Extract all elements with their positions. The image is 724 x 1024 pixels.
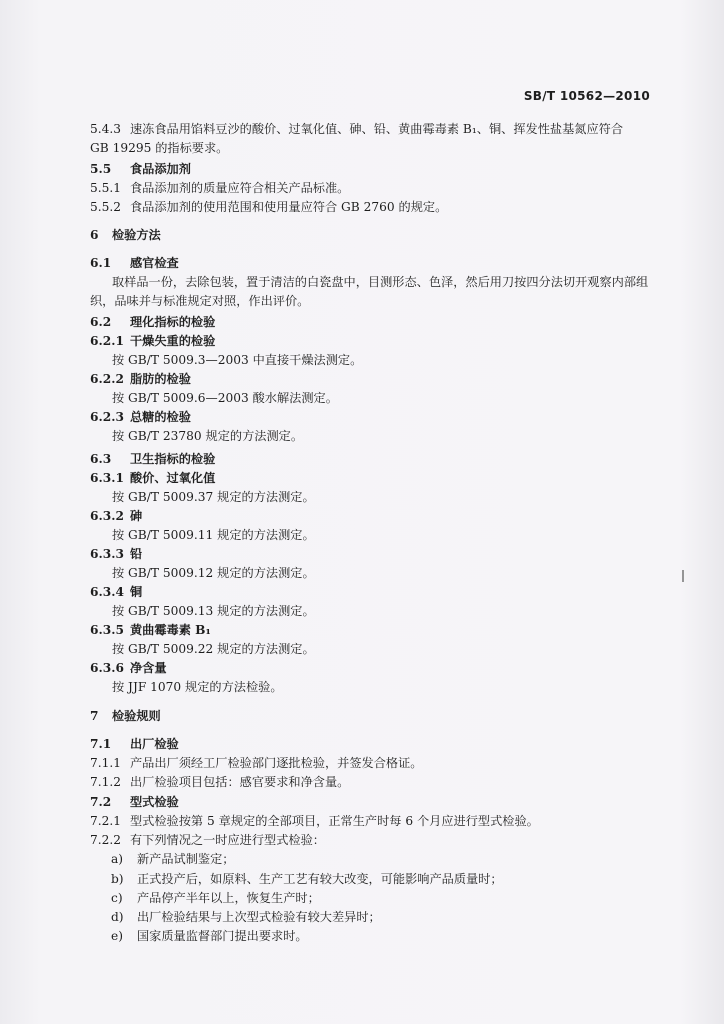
clause-text: 出厂检验结果与上次型式检验有较大差异时； xyxy=(137,910,381,924)
clause-text: 检验方法 xyxy=(112,228,161,242)
clause-number: 6.2.3 xyxy=(90,410,124,424)
paragraph-line xyxy=(112,564,315,582)
clause-number: 6.2 xyxy=(90,315,112,329)
paragraph-line xyxy=(112,678,283,696)
clause-text: 铜 xyxy=(130,585,143,599)
clause-text: 食品添加剂的使用范围和使用量应符合 GB 2760 的规定。 xyxy=(130,200,448,214)
clause-text: 型式检验按第 5 章规定的全部项目，正常生产时每 6 个月应进行型式检验。 xyxy=(130,814,539,828)
clause-number: 7.1.2 xyxy=(90,775,122,789)
clause-number: 7.1.1 xyxy=(90,756,122,770)
scan-edge-mark xyxy=(682,570,684,582)
section-heading xyxy=(90,735,179,753)
clause-text: 出厂检验项目包括：感官要求和净含量。 xyxy=(130,775,350,789)
paragraph-line xyxy=(112,427,303,445)
clause-text: 新产品试制鉴定； xyxy=(137,852,235,866)
clause-text: 按 GB/T 5009.12 规定的方法测定。 xyxy=(112,566,315,580)
clause-text: 铅 xyxy=(130,547,143,561)
clause-number: 6.3 xyxy=(90,452,112,466)
clause-number: 6.3.3 xyxy=(90,547,124,561)
paragraph-line xyxy=(90,831,325,849)
clause-text: 按 GB/T 5009.3—2003 中直接干燥法测定。 xyxy=(112,353,363,367)
clause-text: 按 JJF 1070 规定的方法检验。 xyxy=(112,680,283,694)
paragraph-line xyxy=(90,812,539,830)
clause-text: 出厂检验 xyxy=(130,737,179,751)
clause-number: 7.2 xyxy=(90,795,112,809)
clause-number: b) xyxy=(111,872,124,886)
list-item xyxy=(111,889,320,907)
section-heading xyxy=(90,469,215,487)
paragraph-line xyxy=(90,754,423,772)
clause-text: 型式检验 xyxy=(130,795,179,809)
section-heading xyxy=(90,621,211,639)
clause-text: 按 GB/T 5009.22 规定的方法测定。 xyxy=(112,642,315,656)
clause-text: 干燥失重的检验 xyxy=(130,334,216,348)
section-heading xyxy=(90,583,142,601)
clause-text: 按 GB/T 5009.6—2003 酸水解法测定。 xyxy=(112,391,338,405)
clause-number: d) xyxy=(111,910,124,924)
section-heading xyxy=(90,332,215,350)
section-heading xyxy=(90,160,191,178)
clause-number: e) xyxy=(111,929,123,943)
clause-text: 取样品一份，去除包装，置于清洁的白瓷盘中，目测形态、色泽，然后用刀按四分法切开观察内部组 xyxy=(112,275,649,289)
clause-text: 正式投产后，如原料、生产工艺有较大改变，可能影响产品质量时； xyxy=(137,872,503,886)
clause-number: 5.5 xyxy=(90,162,112,176)
clause-number: 5.5.1 xyxy=(90,181,122,195)
clause-text: 产品出厂须经工厂检验部门逐批检验，并签发合格证。 xyxy=(130,756,423,770)
section-heading xyxy=(90,507,142,525)
paragraph-line xyxy=(112,351,362,369)
paragraph-line xyxy=(90,139,228,157)
paragraph-line xyxy=(112,526,315,544)
clause-text: 总糖的检验 xyxy=(130,410,191,424)
list-item xyxy=(111,850,235,868)
clause-number: 6.3.6 xyxy=(90,661,124,675)
clause-number: 7 xyxy=(90,709,99,723)
section-heading xyxy=(90,226,161,244)
clause-text: 理化指标的检验 xyxy=(130,315,216,329)
clause-number: 7.2.1 xyxy=(90,814,122,828)
clause-number: 6.2.2 xyxy=(90,372,124,386)
clause-text: 产品停产半年以上，恢复生产时； xyxy=(137,891,320,905)
clause-number: c) xyxy=(111,891,123,905)
section-heading xyxy=(90,659,167,677)
clause-text: 有下列情况之一时应进行型式检验： xyxy=(130,833,325,847)
section-heading xyxy=(90,313,215,331)
clause-number: 6.2.1 xyxy=(90,334,124,348)
section-heading xyxy=(90,370,191,388)
clause-number: 6 xyxy=(90,228,99,242)
clause-number: 5.5.2 xyxy=(90,200,122,214)
clause-number: a) xyxy=(111,852,124,866)
clause-text: 净含量 xyxy=(130,661,167,675)
clause-text: 织，品味并与标准规定对照，作出评价。 xyxy=(90,294,310,308)
clause-text: 按 GB/T 5009.37 规定的方法测定。 xyxy=(112,490,315,504)
clause-number: 6.3.1 xyxy=(90,471,124,485)
clause-text: 酸价、过氧化值 xyxy=(130,471,216,485)
clause-text: 按 GB/T 5009.13 规定的方法测定。 xyxy=(112,604,315,618)
paragraph-line xyxy=(112,273,648,291)
list-item xyxy=(111,908,381,926)
clause-text: 感官检查 xyxy=(130,256,179,270)
clause-text: 砷 xyxy=(130,509,143,523)
paragraph-line xyxy=(90,198,447,216)
clause-number: 6.3.5 xyxy=(90,623,124,637)
section-heading xyxy=(90,707,161,725)
paragraph-line xyxy=(112,640,315,658)
list-item xyxy=(111,927,308,945)
clause-number: 6.3.4 xyxy=(90,585,124,599)
clause-text: 速冻食品用馅料豆沙的酸价、过氧化值、砷、铅、黄曲霉毒素 B₁、铜、挥发性盐基氮应符合 xyxy=(130,122,624,136)
paragraph-line xyxy=(90,292,309,310)
clause-text: 脂肪的检验 xyxy=(130,372,191,386)
clause-number: 7.1 xyxy=(90,737,112,751)
clause-text: 卫生指标的检验 xyxy=(130,452,216,466)
clause-text: 按 GB/T 23780 规定的方法测定。 xyxy=(112,429,304,443)
section-heading xyxy=(90,793,179,811)
paragraph-line xyxy=(112,602,315,620)
section-heading xyxy=(90,450,215,468)
section-heading xyxy=(90,408,191,426)
clause-text: 国家质量监督部门提出要求时。 xyxy=(137,929,308,943)
standard-code-header: SB/T 10562—2010 xyxy=(523,89,650,103)
clause-text: 黄曲霉毒素 B₁ xyxy=(130,623,211,637)
list-item xyxy=(111,870,503,888)
paragraph-line xyxy=(112,488,315,506)
clause-number: 6.3.2 xyxy=(90,509,124,523)
paragraph-line xyxy=(90,120,623,138)
clause-text: 按 GB/T 5009.11 规定的方法测定。 xyxy=(112,528,315,542)
paragraph-line xyxy=(90,179,349,197)
clause-number: 6.1 xyxy=(90,256,112,270)
clause-text: 检验规则 xyxy=(112,709,161,723)
clause-text: 食品添加剂的质量应符合相关产品标准。 xyxy=(130,181,350,195)
clause-number: 7.2.2 xyxy=(90,833,122,847)
paragraph-line xyxy=(90,773,349,791)
section-heading xyxy=(90,545,142,563)
clause-text: 食品添加剂 xyxy=(130,162,191,176)
clause-text: GB 19295 的指标要求。 xyxy=(90,141,229,155)
paragraph-line xyxy=(112,389,338,407)
section-heading xyxy=(90,254,179,272)
clause-number: 5.4.3 xyxy=(90,122,122,136)
